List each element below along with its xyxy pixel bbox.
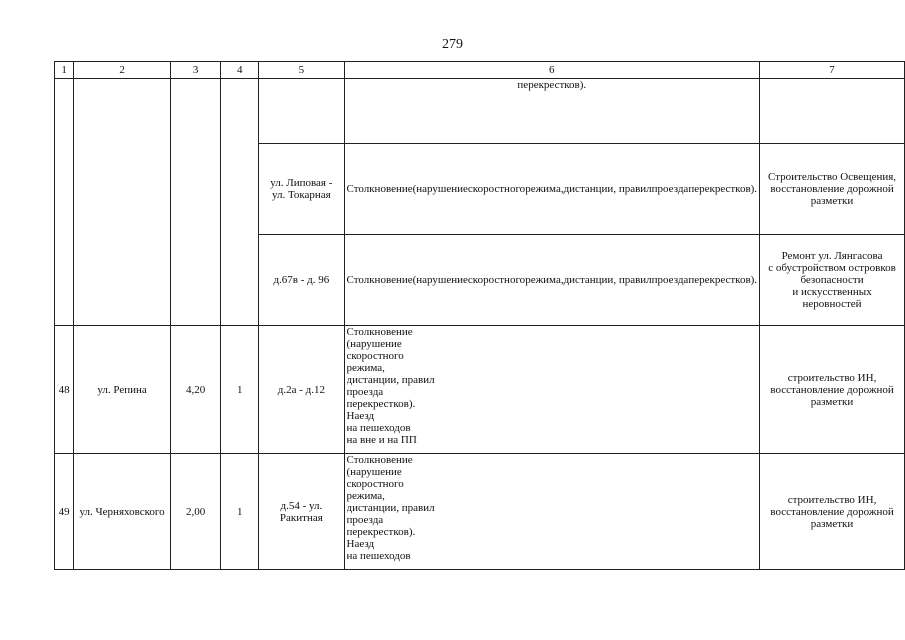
cell-line: ул. Липовая -: [270, 177, 333, 189]
count-cell: 1: [221, 454, 259, 570]
section-cell: [259, 144, 344, 235]
cell-line: разметки: [810, 395, 854, 408]
section-cell: д.2а - д.12: [259, 326, 344, 454]
cell-line: дистанции, правил: [563, 183, 652, 195]
cell-text: [762, 372, 902, 408]
data-table: [54, 61, 905, 570]
header-cell: 1: [55, 62, 74, 79]
count-cell: [221, 79, 259, 326]
cell-text: [347, 144, 758, 234]
cell-line: скоростного: [467, 183, 526, 195]
cell-line: перекрестков).: [346, 526, 416, 538]
cell-line: проезда: [651, 183, 689, 195]
cell-line: неровностей: [802, 298, 862, 310]
accident-type-cell: [344, 79, 760, 144]
cell-line: разметки: [810, 517, 854, 530]
header-cell: 6: [344, 62, 760, 79]
cell-text: [762, 494, 902, 530]
cell-line: (нарушение: [412, 274, 468, 286]
length-cell: 4,20: [170, 326, 220, 454]
row-number-cell: 49: [55, 454, 74, 570]
cell-text: [347, 326, 758, 453]
cell-line: проезда: [346, 514, 384, 526]
cell-line: проезда: [651, 274, 689, 286]
cell-line: Наезд: [346, 410, 375, 422]
cell-line: скоростного: [346, 350, 404, 362]
measures-cell: [760, 454, 905, 570]
cell-text: [347, 235, 758, 325]
cell-line: дистанции, правил: [563, 274, 652, 286]
cell-line: (нарушение: [346, 338, 402, 350]
page-number: 279: [442, 37, 463, 52]
accident-type-cell: [344, 326, 760, 454]
cell-line: и искусственных: [792, 286, 872, 298]
section-cell: д.54 - ул. Ракитная: [259, 454, 344, 570]
header-cell: 2: [74, 62, 171, 79]
cell-line: (нарушение: [412, 183, 468, 195]
cell-line: проезда: [346, 386, 384, 398]
cell-line: восстановление дорожной: [770, 383, 894, 396]
cell-line: Ремонт ул. Лянгасова: [781, 250, 883, 262]
cell-line: (нарушение: [346, 466, 402, 478]
table-row: [55, 79, 905, 144]
measures-cell: [760, 79, 905, 144]
cell-line: Наезд: [346, 538, 375, 550]
cell-line: строительство ИН,: [787, 493, 877, 506]
header-cell: 3: [170, 62, 220, 79]
cell-text: [762, 250, 902, 310]
cell-line: скоростного: [346, 478, 404, 490]
cell-text: [261, 177, 341, 201]
cell-text: [261, 274, 341, 286]
cell-line: Столкновение: [346, 183, 413, 195]
cell-line: восстановление дорожной: [770, 505, 894, 518]
count-cell: 1: [221, 326, 259, 454]
row-number-cell: [55, 79, 74, 326]
accident-type-cell: [344, 235, 760, 326]
cell-line: перекрестков).: [346, 398, 416, 410]
header-cell: 5: [259, 62, 344, 79]
cell-line: скоростного: [467, 274, 526, 286]
measures-cell: [760, 326, 905, 454]
cell-line: Столкновение: [346, 326, 413, 338]
length-cell: 2,00: [170, 454, 220, 570]
cell-line: безопасности: [800, 274, 864, 286]
table-row: [55, 454, 905, 570]
cell-text: [762, 171, 902, 207]
cell-line: перекрестков).: [688, 183, 758, 195]
measures-cell: [760, 144, 905, 235]
cell-line: Строительство Освещения,: [768, 171, 897, 183]
cell-line: на пешеходов: [346, 422, 411, 434]
cell-line: на вне и на ПП: [346, 434, 417, 446]
cell-line: Столкновение: [346, 274, 413, 286]
section-cell: [259, 79, 344, 144]
cell-line: дистанции, правил: [346, 502, 435, 514]
cell-line: д.67в - д. 96: [273, 274, 330, 286]
cell-line: строительство ИН,: [787, 371, 877, 384]
cell-line: дистанции, правил: [346, 374, 435, 386]
cell-line: на пешеходов: [346, 550, 411, 562]
cell-line: режима,: [525, 183, 564, 195]
cell-line: восстановление дорожной: [770, 183, 894, 195]
section-cell: [259, 235, 344, 326]
header-cell: 4: [221, 62, 259, 79]
measures-cell: [760, 235, 905, 326]
cell-line: режима,: [346, 362, 385, 374]
accident-type-cell: [344, 454, 760, 570]
cell-line: перекрестков).: [688, 274, 758, 286]
header-cell: 7: [760, 62, 905, 79]
cell-line: Столкновение: [346, 454, 413, 466]
accident-type-cell: [344, 144, 760, 235]
table-row: [55, 326, 905, 454]
length-cell: [170, 79, 220, 326]
cell-line: разметки: [810, 195, 854, 207]
row-number-cell: 48: [55, 326, 74, 454]
cell-line: режима,: [525, 274, 564, 286]
street-cell: ул. Черняховского: [74, 454, 171, 570]
header-row: [55, 62, 905, 79]
cell-text: [347, 454, 758, 569]
cell-text: [347, 79, 758, 91]
cell-line: режима,: [346, 490, 385, 502]
street-cell: [74, 79, 171, 326]
cell-line: ул. Токарная: [271, 189, 331, 201]
cell-line: с обустройством островков: [768, 262, 896, 274]
street-cell: ул. Репина: [74, 326, 171, 454]
cell-line: перекрестков).: [517, 79, 587, 91]
